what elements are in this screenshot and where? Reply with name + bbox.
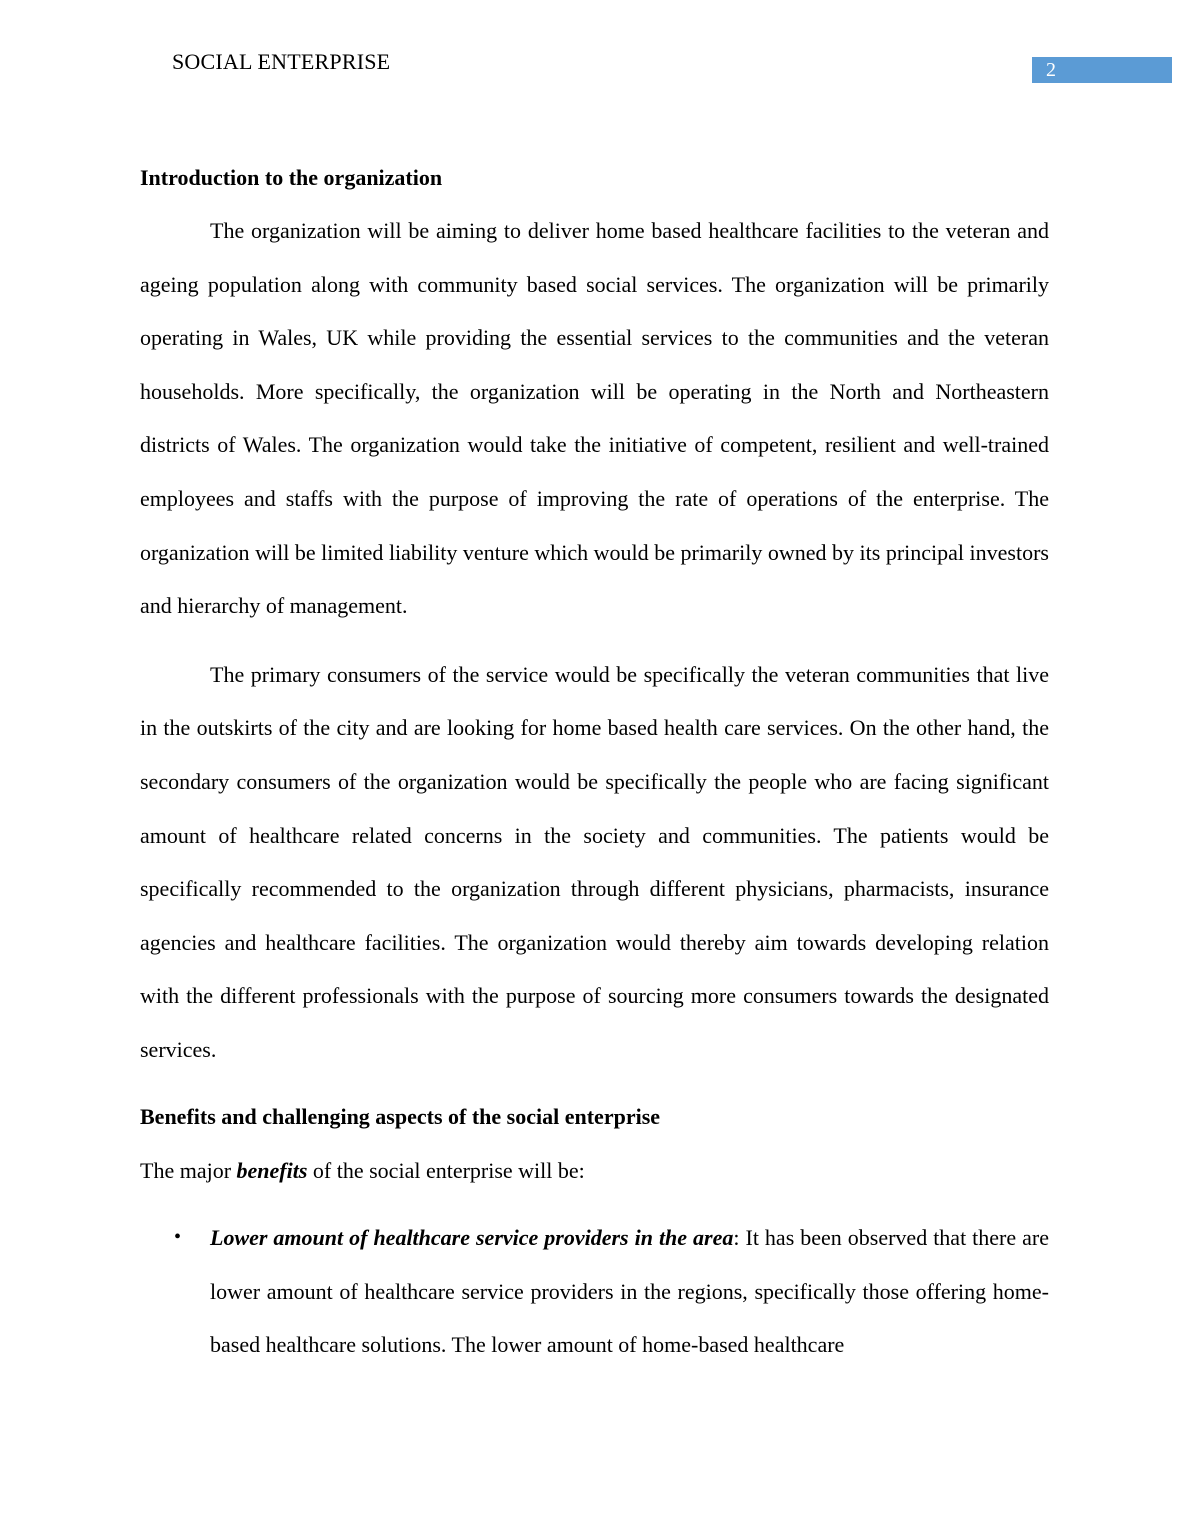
section-heading-benefits: Benefits and challenging aspects of the social enterprise	[140, 1103, 661, 1129]
bullet-icon: •	[174, 1226, 182, 1249]
benefits-lead-paragraph	[140, 1144, 1049, 1198]
section-heading-introduction: Introduction to the organization	[140, 165, 443, 190]
benefits-lead-emphasis: benefits	[236, 1157, 308, 1183]
intro-paragraph-2: The primary consumers of the service would be specifically the veteran communities that live in the outskirts of the city and are looking for home based health care services. On the other hand, the secondary consumers of the organization would be specifically the people who are facing significant amount of healthcare related concerns in the society and communities. The patients would be specifically recommended to the organization through different physicians, pharmacists, insurance agencies and healthcare facilities. The organization would thereby aim towards developing relation with the different professionals with the purpose of sourcing more consumers towards the designated services.	[140, 661, 1049, 1062]
bullet-text: : It has been observed that there are lower amount of healthcare service providers in the regions, specifically those offering home-based healthcare solutions. The lower amount of home-based healthcare	[210, 1225, 1049, 1358]
list-item	[140, 1211, 1049, 1372]
document-body	[140, 160, 1049, 1372]
benefits-lead-after: of the social enterprise will be:	[307, 1157, 585, 1183]
bullet-title: Lower amount of healthcare service providers in the area	[210, 1225, 734, 1251]
running-header-title: SOCIAL ENTERPRISE	[172, 49, 391, 74]
benefits-lead-before: The major	[140, 1157, 237, 1183]
page-number-badge: 2	[1032, 57, 1172, 83]
benefits-list	[140, 1211, 1049, 1372]
intro-paragraph-1: The organization will be aiming to deliver home based healthcare facilities to the veteran and ageing population along with community based social services. The organization will be primarily operating in Wales, UK while providing the essential services to the communities and the veteran households. More specifically, the organization will be operating in the North and Northeastern districts of Wales. The organization would take the initiative of competent, resilient and well-trained employees and staffs with the purpose of improving the rate of operations of the enterprise. The organization will be limited liability venture which would be primarily owned by its principal investors and hierarchy of management.	[140, 218, 1049, 619]
